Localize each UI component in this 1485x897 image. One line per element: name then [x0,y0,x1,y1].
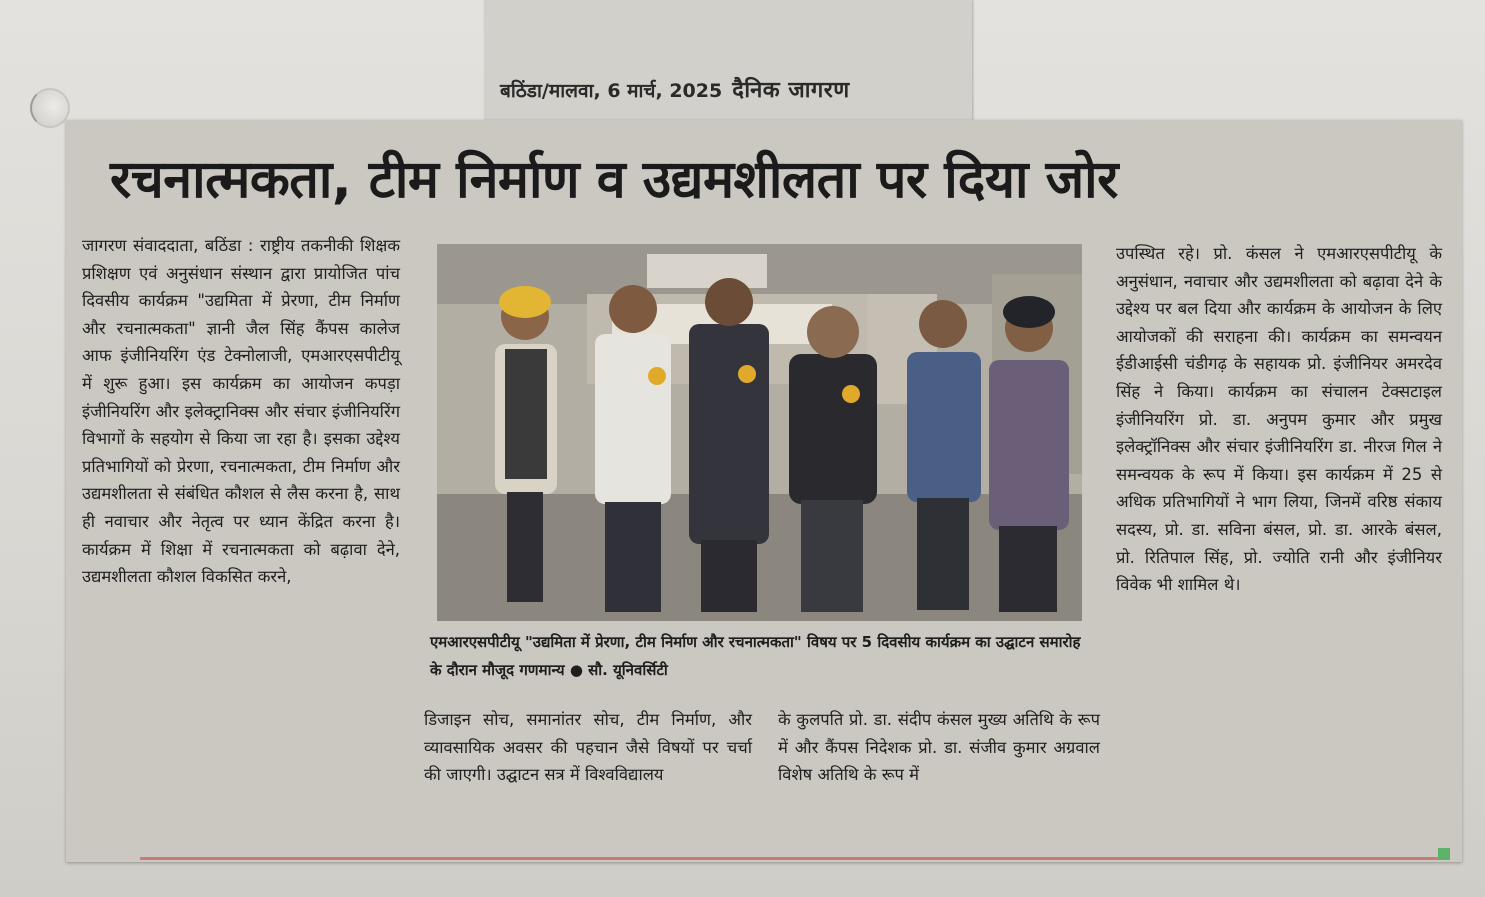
bottom-red-rule [140,857,1440,860]
photo-caption [430,628,1090,684]
article-column-4 [1116,240,1442,599]
event-photo-illustration [437,244,1082,621]
article-col1-text: जागरण संवाददाता, बठिंडा : राष्ट्रीय तकनीकी शिक्षक प्रशिक्षण एवं अनुसंधान संस्थान द्वारा प्रायोजित पांच दिवसीय कार्यक्रम "उद्यमिता में प्रेरणा, टीम निर्माण और रचनात्मकता" ज्ञानी जैल सिंह कैंपस कालेज आफ इंजीनियरिंग एंड टेक्नोलाजी, एमआरएसपीटीयू में शुरू हुआ। इस कार्यक्रम का आयोजन कपड़ा इंजीनियरिंग और इलेक्ट्रानिक्स और संचार इंजीनियरिंग विभागों के सहयोग से किया जा रहा है। इसका उद्देश्य प्रतिभागियों को प्रेरणा, रचनात्मकता, टीम निर्माण और उद्यमशीलता से संबंधित कौशल से लैस करना है, साथ ही नवाचार और नेतृत्व पर ध्यान केंद्रित करना है। कार्यक्रम में शिक्षा में रचनात्मकता को बढ़ावा देने, उद्यमशीलता कौशल विकसित करने, [82,236,400,587]
masthead-date: बठिंडा/मालवा, 6 मार्च, 2025 [500,80,723,102]
article-col3-text: के कुलपति प्रो. डा. संदीप कंसल मुख्य अतिथि के रूप में और कैंपस निदेशक प्रो. डा. संजीव कुमार अग्रवाल विशेष अतिथि के रूप में [778,710,1100,785]
article-column-3 [778,706,1100,789]
article-headline: रचनात्मकता, टीम निर्माण व उद्यमशीलता पर दिया जोर [110,150,1118,210]
article-column-1 [82,232,400,591]
event-photo [437,244,1082,621]
masthead [500,74,960,104]
photo-credit: ● सौ. यूनिवर्सिटी [569,661,668,679]
photo-caption-text: एमआरएसपीटीयू "उद्यमिता में प्रेरणा, टीम निर्माण और रचनात्मकता" विषय पर 5 दिवसीय कार्यक्रम का उद्घाटन समारोह के दौरान मौजूद गणमान्य [430,633,1081,679]
masthead-paper-name: दैनिक जागरण [732,78,850,103]
green-corner-mark [1438,848,1450,860]
article-column-2 [424,706,752,789]
punch-hole [30,88,70,128]
article-col4-text: उपस्थित रहे। प्रो. कंसल ने एमआरएसपीटीयू के अनुसंधान, नवाचार और उद्यमशीलता को बढ़ावा देने के उद्देश्य पर बल दिया और कार्यक्रम के आयोजन के लिए आयोजकों की सराहना की। कार्यक्रम का समन्वयन ईडीआईसी चंडीगढ़ के सहायक प्रो. इंजीनियर अमरदेव सिंह ने किया। कार्यक्रम का संचालन टेक्सटाइल इंजीनियरिंग प्रो. डा. अनुपम कुमार और प्रमुख इलेक्ट्रॉनिक्स और संचार इंजीनियरिंग डा. नीरज गिल ने समन्वयक के रूप में किया। इस कार्यक्रम में 25 से अधिक प्रतिभागियों ने भाग लिया, जिनमें वरिष्ठ संकाय सदस्य, प्रो. डा. सविना बंसल, प्रो. डा. आरके बंसल, प्रो. रितिपाल सिंह, प्रो. ज्योति रानी और इंजीनियर विवेक भी शामिल थे। [1116,244,1442,595]
article-col2-text: डिजाइन सोच, समानांतर सोच, टीम निर्माण, और व्यावसायिक अवसर की पहचान जैसे विषयों पर चर्चा की जाएगी। उद्घाटन सत्र में विश्वविद्यालय [424,710,752,785]
